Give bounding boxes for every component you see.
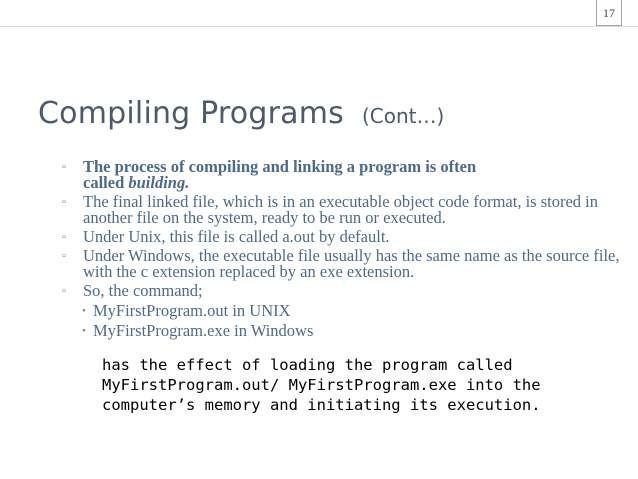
bullet-text: So, the command; — [83, 281, 203, 300]
bullet-item — [60, 159, 620, 191]
bullet-list — [60, 159, 620, 342]
bullet-text-line2: called — [83, 173, 129, 192]
bullet-item — [60, 283, 620, 299]
page-number-box — [596, 0, 622, 26]
sub-bullet-item — [60, 303, 620, 319]
sub-bullet-marker: • — [82, 325, 86, 337]
bullet-marker: ▫ — [62, 250, 66, 262]
bullet-marker: ▫ — [62, 231, 66, 243]
title-subtitle: (Cont…) — [361, 104, 445, 128]
sub-bullet-item — [60, 323, 620, 339]
bullet-marker: ▫ — [62, 196, 66, 208]
page-number: 17 — [603, 6, 615, 20]
bullet-text: Under Unix, this file is called a.out by default. — [83, 227, 390, 246]
page-title — [38, 96, 444, 131]
title-main: Compiling Programs — [38, 96, 344, 131]
bullet-marker: ▫ — [62, 161, 66, 173]
sub-bullet-marker: • — [82, 305, 86, 317]
bullet-text-line1: The process of compiling and linking a program is often — [83, 157, 477, 176]
bullet-marker: ▫ — [62, 285, 66, 297]
top-rule — [0, 26, 638, 27]
bullet-item — [60, 248, 620, 280]
sub-bullet-text: MyFirstProgram.exe in Windows — [93, 321, 314, 340]
sub-bullet-text: MyFirstProgram.out in UNIX — [93, 301, 291, 320]
bullet-emphasis: building. — [128, 173, 190, 192]
bullet-text: Under Windows, the executable file usually has the same name as the source file, with the c extension replaced by an exe extension. — [83, 246, 620, 281]
effect-text: has the effect of loading the program called MyFirstProgram.out/ MyFirstProgram.exe into the computer’s memory and initiating its execution. — [102, 356, 541, 414]
bullet-item — [60, 194, 620, 226]
bullet-item — [60, 229, 620, 245]
bullet-text: The final linked file, which is in an executable object code format, is stored in another file on the system, ready to be run or executed. — [83, 192, 598, 227]
